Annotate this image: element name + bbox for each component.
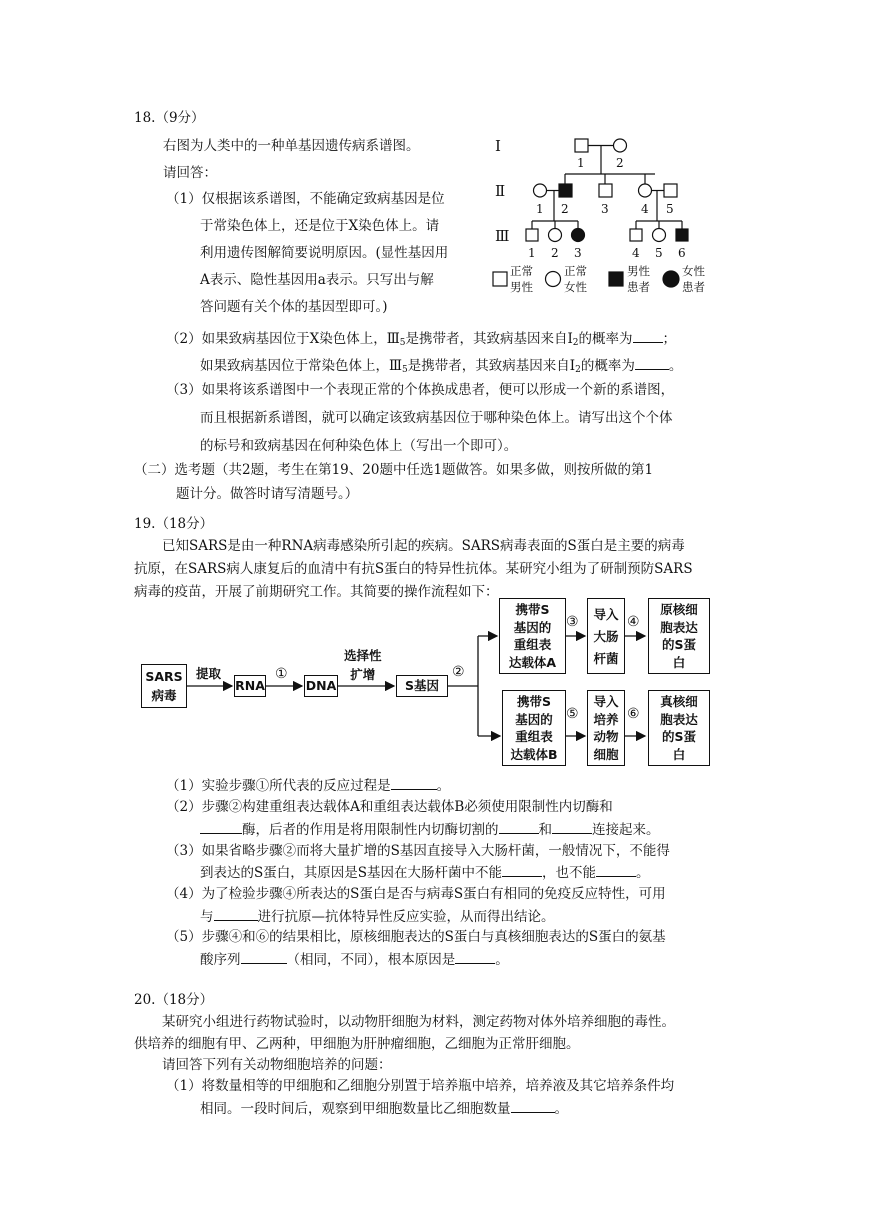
step2-label: ②	[452, 664, 465, 680]
extract-label: 提取	[196, 666, 222, 681]
q18-p2-line2: 如果致病基因位于常染色体上，$Ⅲ_5$是携带者，其致病基因来自$Ⅰ_2$的概率为 。	[200, 355, 682, 380]
q18-p1-line5: 答问题有关个体的基因型即可。)	[200, 299, 388, 315]
answer-blank[interactable]	[214, 906, 258, 921]
q19-q3-line1: （3）如果省略步骤②而将大量扩增的S基因直接导入大肠杆菌，一般情况下，不能得	[166, 843, 670, 859]
dna-box: DNA	[304, 675, 338, 697]
id-III5: 5	[655, 246, 663, 260]
answer-blank[interactable]	[391, 775, 437, 790]
prokaryotic-s-protein-box: 原核细 胞表达 的S蛋 白	[648, 598, 710, 674]
id-II4: 4	[641, 202, 649, 216]
q19-q2-line1: （2）步骤②构建重组表达载体A和重组表达载体B必须使用限制性内切酶和	[166, 799, 613, 815]
id-I2: 2	[616, 156, 624, 170]
step6-label: ⑥	[627, 706, 640, 722]
answer-blank[interactable]	[596, 862, 636, 877]
answer-blank[interactable]	[511, 1098, 555, 1113]
answer-blank[interactable]	[455, 949, 495, 964]
id-III6: 6	[678, 246, 686, 260]
gen-label-I: Ⅰ	[495, 137, 501, 155]
q19-q3-line2: 到表达的S蛋白，其原因是S基因在大肠杆菌中不能 ，也不能 。	[200, 862, 650, 883]
answer-blank[interactable]	[552, 819, 592, 834]
legend-normal-female-label: 正常 女性	[564, 264, 587, 294]
answer-blank[interactable]	[200, 819, 242, 834]
answer-blank[interactable]	[502, 862, 542, 877]
id-III1: 1	[528, 246, 536, 260]
step1-label: ①	[275, 666, 288, 682]
id-II1: 1	[536, 202, 544, 216]
eukaryotic-s-protein-box: 真核细 胞表达 的S蛋 白	[648, 690, 710, 766]
section2-line1: （二）选考题（共2题，考生在第19、20题中任选1题做答。如果多做，则按所做的第1	[134, 462, 654, 478]
q20-heading: 20.（18分）	[134, 992, 214, 1008]
id-III2: 2	[551, 246, 559, 260]
q18-p3-line3: 的标号和致病基因在何种染色体上（写出一个即可）。	[200, 438, 518, 454]
q20-intro-line2: 供培养的细胞有甲、乙两种，甲细胞为肝肿瘤细胞，乙细胞为正常肝细胞。	[134, 1036, 580, 1052]
q18-p1-line2: 于常染色体上，还是位于X染色体上。请	[200, 218, 440, 234]
legend-affected-male-label: 男性 患者	[627, 264, 650, 294]
s-gene-box: S基因	[396, 675, 448, 697]
legend-affected-female-label: 女性 患者	[682, 264, 705, 294]
answer-blank[interactable]	[241, 949, 287, 964]
ecoli-box: 导入 大肠 杆菌	[587, 598, 625, 674]
q19-q4-line2: 与 进行抗原—抗体特异性反应实验，从而得出结论。	[200, 906, 555, 927]
step5-label: ⑤	[566, 706, 579, 722]
id-II2: 2	[561, 202, 569, 216]
q18-intro: 右图为人类中的一种单基因遗传病系谱图。	[163, 138, 420, 154]
q20-intro-line1: 某研究小组进行药物试验时，以动物肝细胞为材料，测定药物对体外培养细胞的毒性。	[162, 1014, 675, 1030]
q19-q5-line1: （5）步骤④和⑥的结果相比，原核细胞表达的S蛋白与真核细胞表达的S蛋白的氨基	[166, 929, 666, 945]
animal-cell-box: 导入 培养 动物 细胞	[587, 690, 625, 766]
q18-p2-line1: （2）如果致病基因位于X染色体上，$Ⅲ_5$是携带者，其致病基因来自$Ⅰ_2$的概率为 ；	[166, 328, 676, 353]
id-I1: 1	[577, 156, 585, 170]
sars-virus-box: SARS 病毒	[141, 664, 187, 708]
q19-q2-line2: 酶，后者的作用是将用限制性内切酶切割的 和 连接起来。	[200, 819, 660, 840]
q18-prompt: 请回答：	[163, 165, 217, 181]
vector-b-box: 携带S 基因的 重组表 达载体B	[502, 690, 566, 766]
q19-intro-line1: 已知SARS是由一种RNA病毒感染所引起的疾病。SARS病毒表面的S蛋白是主要的病毒	[162, 538, 685, 554]
q19-q4-line1: （4）为了检验步骤④所表达的S蛋白是否与病毒S蛋白有相同的免疫反应特性，可用	[166, 886, 666, 902]
id-III4: 4	[632, 246, 640, 260]
step4-label: ④	[627, 614, 640, 630]
q20-q1-line2: 相同。一段时间后，观察到甲细胞数量比乙细胞数量 。	[200, 1098, 568, 1119]
id-II3: 3	[601, 202, 609, 216]
q19-heading: 19.（18分）	[134, 516, 214, 532]
q18-p1-line3: 利用遗传图解简要说明原因。(显性基因用	[200, 245, 449, 261]
q18-p3-line1: （3）如果将该系谱图中一个表现正常的个体换成患者，便可以形成一个新的系谱图，	[166, 382, 675, 398]
vector-a-box: 携带S 基因的 重组表 达载体A	[499, 598, 566, 674]
rna-box: RNA	[234, 675, 266, 697]
q18-heading: 18.（9分）	[134, 110, 205, 126]
q19-q5-line2: 酸序列 （相同，不同），根本原因是 。	[200, 949, 509, 970]
q19-intro-line2: 抗原，在SARS病人康复后的血清中有抗S蛋白的特异性抗体。某研究小组为了研制预防SARS	[134, 561, 693, 577]
answer-blank[interactable]	[499, 819, 539, 834]
step3-label: ③	[566, 614, 579, 630]
gen-label-III: Ⅲ	[495, 227, 510, 245]
q18-p3-line2: 而且根据新系谱图，就可以确定该致病基因位于哪种染色体上。请写出这个个体	[200, 410, 673, 426]
q20-q1-line1: （1）将数量相等的甲细胞和乙细胞分别置于培养瓶中培养，培养液及其它培养条件均	[166, 1078, 675, 1094]
id-III3: 3	[574, 246, 582, 260]
q19-intro-line3: 病毒的疫苗，开展了前期研究工作。其简要的操作流程如下：	[134, 584, 499, 600]
section2-line2: 题计分。做答时请写清题号。）	[176, 486, 359, 502]
selective-amplify-label: 选择性 扩增	[344, 648, 382, 682]
legend-normal-male-label: 正常 男性	[510, 264, 533, 294]
q18-p1-line1: （1）仅根据该系谱图，不能确定致病基因是位	[166, 191, 445, 207]
q20-prompt: 请回答下列有关动物细胞培养的问题：	[162, 1057, 392, 1073]
q19-q1: （1）实验步骤①所代表的反应过程是 。	[166, 775, 450, 796]
q18-p1-line4: A表示、隐性基因用a表示。只写出与解	[200, 272, 434, 288]
gen-label-II: Ⅱ	[495, 182, 506, 200]
id-II5: 5	[666, 202, 674, 216]
